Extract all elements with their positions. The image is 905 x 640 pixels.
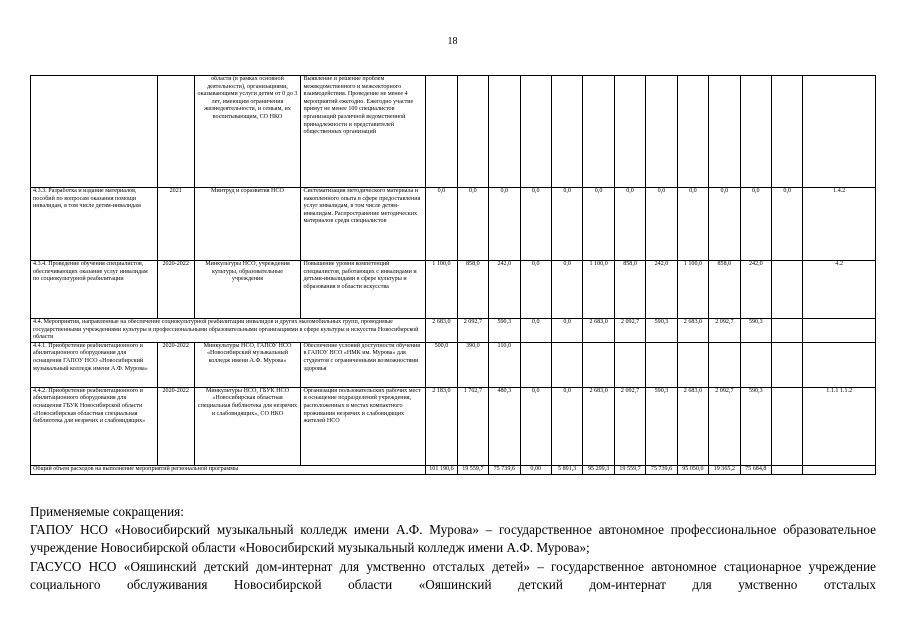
table-row [31, 261, 876, 319]
years-cell: 2020-2022 [157, 342, 194, 387]
amount-cell: 2 183,0 [426, 387, 457, 465]
result-cell: Организация пользовательских рабочих мест и оснащение подразделений учреждения, расположенных в местах компактного проживания незрячих и слабовидящих жителей НСО [301, 387, 426, 465]
years-cell: 2020-2022 [157, 387, 194, 465]
indicator-ref-cell: 1.1.1 1.1.2 [803, 387, 876, 465]
amount-cell: 0,0 [646, 188, 677, 261]
program-table [30, 75, 876, 475]
amount-cell: 19 559,7 [457, 465, 488, 474]
indicator-ref-cell [803, 342, 876, 387]
amount-cell: 242,0 [646, 261, 677, 319]
result-cell: Выявление и решение проблем межведомственного и межсекторного взаимодействия. Проведение не менее 4 мероприятий ежегодно. Ежегодно участие примут не менее 100 специалистов организаций различной ведомственной принадлежности и представителей общественных организаций [301, 76, 426, 188]
page-number: 18 [447, 36, 458, 47]
amount-cell: 1 100,0 [677, 261, 708, 319]
amount-cell: 2 092,7 [709, 387, 740, 465]
amount-cell: 5 891,3 [551, 465, 582, 474]
amount-cell: 0,0 [520, 387, 551, 465]
table-row [31, 342, 876, 387]
amount-cell: 0,0 [614, 188, 645, 261]
section-title-cell: 4.4. Мероприятия, направленные на обеспечение социокультурной реабилитации инвалидов и других маломобильных групп, проводимые государственными учреждениями культуры и профессиональными образовательными организациями в сфере культуры и искусства Новосибирской области [31, 319, 426, 343]
amount-cell: 1 702,7 [457, 387, 488, 465]
result-cell: Повышение уровня компетенций специалистов, работающих с инвалидами и детьми-инвалидами в сфере культуры и образования в области искусства [301, 261, 426, 319]
amount-cell: 0,0 [772, 188, 803, 261]
amount-cell: 390,0 [457, 342, 488, 387]
indicator-ref-cell: 4.2 [803, 261, 876, 319]
amount-cell [426, 76, 457, 188]
amount-cell [646, 76, 677, 188]
table-row [31, 387, 876, 465]
amount-cell [520, 76, 551, 188]
amount-cell: 500,0 [426, 342, 457, 387]
executor-cell: Минкультуры НСО, ГАПОУ НСО «Новосибирский музыкальный колледж имени А.Ф. Мурова» [194, 342, 301, 387]
indicator-ref-cell: 1.4.2 [803, 188, 876, 261]
table-row [31, 188, 876, 261]
amount-cell [709, 76, 740, 188]
result-cell: Обеспечение условий доступности обучения в ГАПОУ НСО «НМК им. Мурова» для студентов с ограниченными возможностями здоровья [301, 342, 426, 387]
amount-cell: 0,0 [520, 188, 551, 261]
amount-cell [772, 261, 803, 319]
amount-cell: 0,0 [583, 188, 614, 261]
amount-cell: 590,3 [646, 319, 677, 343]
abbreviations-heading: Применяемые сокращения: [30, 504, 184, 519]
total-label-cell: Общий объем расходов на выполнение мероприятий региональной программы [31, 465, 426, 474]
amount-cell: 0,0 [551, 387, 582, 465]
amount-cell: 590,3 [740, 387, 771, 465]
amount-cell [551, 342, 582, 387]
amount-cell: 0,0 [520, 261, 551, 319]
amount-cell: 110,0 [489, 342, 520, 387]
table-row [31, 319, 876, 343]
executor-cell: Минкультуры НСО, ГБУК НСО «Новосибирская областная специальная библиотека для незрячих и слабовидящих», СО НКО [194, 387, 301, 465]
amount-cell: 858,0 [709, 261, 740, 319]
activity-name-cell: 4.4.2. Приобретение реабилитационного и абилитационного оборудования для оснащения ГБУК Новосибирской области «Новосибирская областная специальная библиотека для незрячих и слабовидящих» [31, 387, 158, 465]
amount-cell: 2 683,0 [583, 319, 614, 343]
amount-cell: 0,0 [551, 319, 582, 343]
amount-cell: 2 092,7 [614, 387, 645, 465]
abbreviation-item: ГАСУСО НСО «Ояшинский детский дом-интернат для умственно отсталых детей» – государственное автономное стационарное учреждение социального обслуживания Новосибирской области «Ояшинский детский дом-интернат для умственно отсталых [30, 558, 876, 592]
amount-cell [772, 319, 803, 343]
executor-cell: Минтруд и соразвития НСО [194, 188, 301, 261]
amount-cell: 0,0 [426, 188, 457, 261]
amount-cell: 2 092,7 [457, 319, 488, 343]
amount-cell [772, 465, 803, 474]
amount-cell [709, 342, 740, 387]
amount-cell: 0,0 [677, 188, 708, 261]
amount-cell [740, 76, 771, 188]
table-row [31, 76, 876, 188]
amount-cell: 2 683,0 [677, 319, 708, 343]
amount-cell [551, 76, 582, 188]
amount-cell [772, 387, 803, 465]
amount-cell: 590,3 [740, 319, 771, 343]
abbreviations-block [30, 503, 876, 594]
amount-cell: 858,0 [614, 261, 645, 319]
amount-cell: 2 683,0 [426, 319, 457, 343]
amount-cell: 95 299,3 [583, 465, 614, 474]
activity-name-cell: 4.3.4. Проведение обучения специалистов, обеспечивающих оказание услуг инвалидам по социокультурной реабилитации [31, 261, 158, 319]
amount-cell [489, 76, 520, 188]
amount-cell: 0,0 [457, 188, 488, 261]
amount-cell: 242,0 [740, 261, 771, 319]
result-cell: Систематизация методического материала и накопленного опыта в сфере предоставления услуг инвалидам, в том числе детям-инвалидам. Распространение методических материалов среди специалистов [301, 188, 426, 261]
amount-cell: 480,3 [489, 387, 520, 465]
amount-cell [583, 342, 614, 387]
amount-cell [520, 342, 551, 387]
amount-cell: 19 365,2 [709, 465, 740, 474]
amount-cell [646, 342, 677, 387]
amount-cell: 0,0 [709, 188, 740, 261]
amount-cell [677, 342, 708, 387]
amount-cell: 0,0 [740, 188, 771, 261]
indicator-ref-cell [803, 76, 876, 188]
table-row [31, 465, 876, 474]
amount-cell: 2 683,0 [583, 387, 614, 465]
amount-cell: 75 684,8 [740, 465, 771, 474]
amount-cell: 2 092,7 [709, 319, 740, 343]
years-cell [157, 76, 194, 188]
amount-cell: 242,0 [489, 261, 520, 319]
amount-cell: 590,3 [646, 387, 677, 465]
amount-cell: 75 739,6 [489, 465, 520, 474]
amount-cell: 2 683,0 [677, 387, 708, 465]
amount-cell: 1 100,0 [426, 261, 457, 319]
amount-cell: 858,0 [457, 261, 488, 319]
executor-cell: области (в рамках основной деятельности), организациями, оказывающими услуги детям от 0 до 3 лет, имеющим ограничения жизнедеятельности, и семьям, их воспитывающим, СО НКО [194, 76, 301, 188]
years-cell: 2021 [157, 188, 194, 261]
amount-cell [583, 76, 614, 188]
amount-cell [457, 76, 488, 188]
amount-cell: 0,0 [520, 319, 551, 343]
years-cell: 2020-2022 [157, 261, 194, 319]
executor-cell: Минкультуры НСО, учреждения культуры, образовательные учреждения [194, 261, 301, 319]
amount-cell: 101 190,6 [426, 465, 457, 474]
indicator-ref-cell [803, 319, 876, 343]
activity-name-cell [31, 76, 158, 188]
amount-cell: 0,00 [520, 465, 551, 474]
amount-cell: 0,0 [551, 261, 582, 319]
amount-cell [740, 342, 771, 387]
amount-cell: 0,0 [489, 188, 520, 261]
amount-cell: 1 100,0 [583, 261, 614, 319]
amount-cell: 95 050,0 [677, 465, 708, 474]
abbreviation-item: ГАПОУ НСО «Новосибирский музыкальный колледж имени А.Ф. Мурова» – государственное автономное профессиональное образовательное учреждение Новосибирской области «Новосибирский музыкальный колледж имени А.Ф. Мурова»; [30, 522, 876, 556]
amount-cell: 75 739,6 [646, 465, 677, 474]
activity-name-cell: 4.3.3. Разработка и издание материалов, пособий по вопросам оказания помощи инвалидам, в том числе детям-инвалидам [31, 188, 158, 261]
amount-cell [614, 342, 645, 387]
amount-cell: 0,0 [551, 188, 582, 261]
amount-cell [614, 76, 645, 188]
amount-cell: 2 092,7 [614, 319, 645, 343]
amount-cell: 19 559,7 [614, 465, 645, 474]
amount-cell [772, 342, 803, 387]
amount-cell [772, 76, 803, 188]
activity-name-cell: 4.4.1. Приобретение реабилитационного и абилитационного оборудования для оснащения ГАПОУ НСО «Новосибирский музыкальный колледж имени А.Ф. Мурова» [31, 342, 158, 387]
amount-cell: 590,3 [489, 319, 520, 343]
indicator-ref-cell [803, 465, 876, 474]
amount-cell [677, 76, 708, 188]
